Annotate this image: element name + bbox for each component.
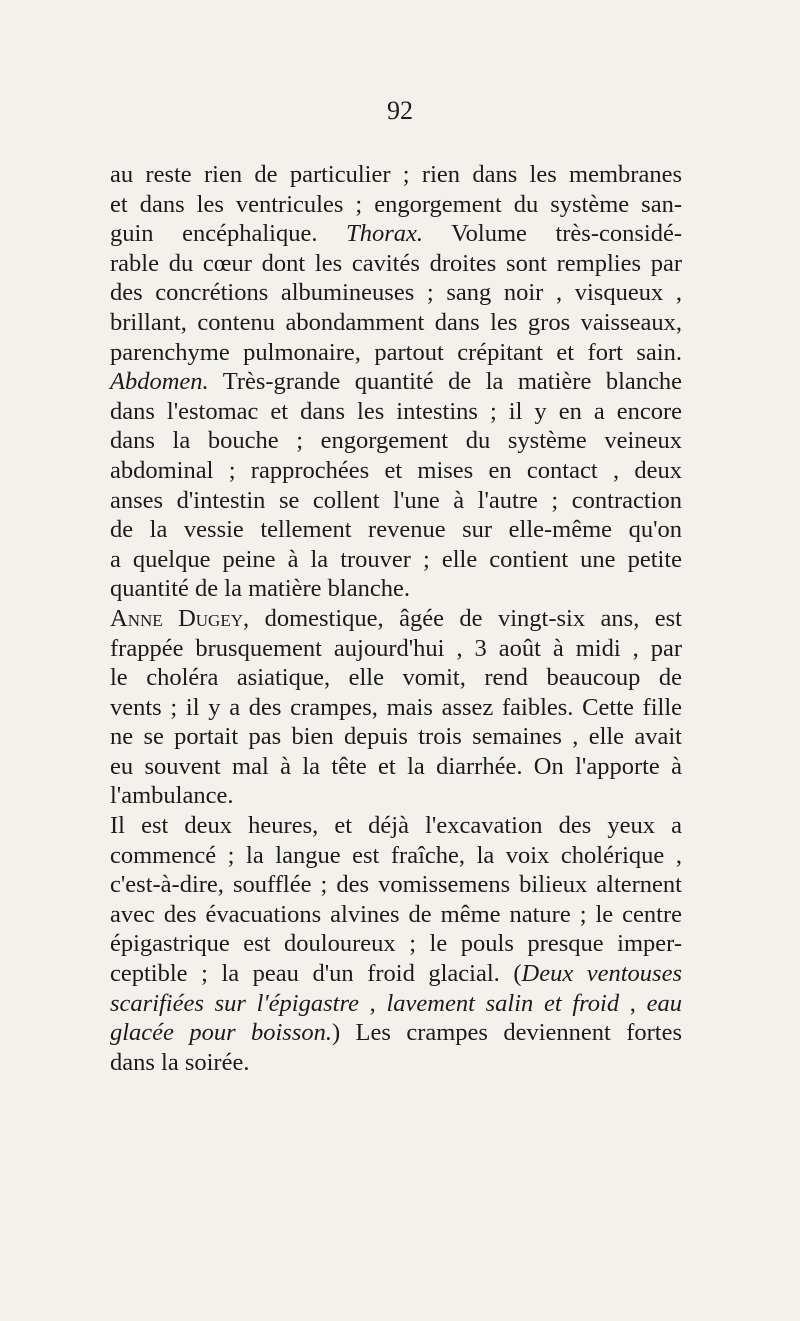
text-run: au reste rien de particulier ; rien dans les membranes: [110, 161, 682, 188]
text-line: [110, 989, 682, 1019]
text-line: [110, 722, 682, 752]
text-run: le choléra asiatique, elle vomit, rend beaucoup de: [110, 664, 682, 692]
text-line: [110, 1048, 682, 1078]
text-run: rable du cœur dont les cavités droites sont remplies par: [110, 249, 682, 277]
text-run: commencé ; la langue est fraîche, la voix cholérique ,: [110, 841, 682, 869]
italic-text: Abdomen.: [110, 368, 209, 396]
text-line: [110, 249, 682, 279]
text-line: [110, 781, 682, 811]
text-run: ,: [358, 989, 387, 1017]
text-run: des concrétions albumineuses ; sang noir , visqueux ,: [110, 279, 682, 307]
italic-text: glacée pour boisson.: [110, 1019, 332, 1047]
text-run: ) Les crampes deviennent fortes: [332, 1019, 682, 1047]
text-line: [110, 841, 682, 871]
text-line: [110, 278, 682, 308]
text-line: [110, 574, 682, 604]
paragraph: [110, 604, 682, 811]
small-caps-name: Anne Dugey: [110, 604, 243, 632]
text-line: [110, 456, 682, 486]
text-run: frappée brusquement aujourd'hui , 3 août à midi , par: [110, 634, 682, 662]
text-run: c'est-à-dire, soufflée ; des vomissemens bilieux alternent: [110, 871, 682, 899]
text-line: [110, 752, 682, 782]
text-run: l'ambulance.: [110, 782, 234, 810]
page-number: 92: [387, 96, 413, 125]
italic-text: Thorax.: [346, 220, 423, 248]
text-run: ,: [619, 989, 647, 1017]
text-line: [110, 160, 682, 190]
text-run: , domestique, âgée de vingt-six ans, est: [243, 604, 682, 632]
text-line: [110, 1018, 682, 1048]
italic-text: Deux ventouses: [521, 960, 682, 988]
text-run: brillant, contenu abondamment dans les gros vaisseaux,: [110, 308, 682, 336]
text-run: dans la bouche ; engorgement du système veineux: [110, 427, 682, 455]
text-run: avec des évacuations alvines de même nature ; le centre: [110, 900, 682, 928]
text-line: [110, 515, 682, 545]
italic-text: lavement salin et froid: [386, 989, 620, 1017]
text-line: [110, 545, 682, 575]
text-run: vents ; il y a des crampes, mais assez faibles. Cette fille: [110, 693, 682, 721]
text-run: anses d'intestin se collent l'une à l'autre ; contraction: [110, 486, 682, 514]
text-line: [110, 426, 682, 456]
text-run: parenchyme pulmonaire, partout crépitant et fort sain.: [110, 338, 682, 366]
italic-text: scarifiées sur l'épigastre: [110, 989, 359, 1017]
text-line: [110, 397, 682, 427]
paragraph: [110, 160, 682, 604]
text-run: eu souvent mal à la tête et la diarrhée. On l'apporte à: [110, 752, 682, 780]
text-run: dans l'estomac et dans les intestins ; il y en a encore: [110, 397, 682, 425]
text-line: [110, 486, 682, 516]
text-line: [110, 190, 682, 220]
text-line: [110, 811, 682, 841]
text-line: [110, 959, 682, 989]
text-run: ne se portait pas bien depuis trois semaines , elle avait: [110, 723, 682, 751]
text-run: Très-grande quantité de la matière blanche: [208, 368, 682, 396]
text-line: [110, 693, 682, 723]
text-line: [110, 663, 682, 693]
text-line: [110, 929, 682, 959]
text-line: [110, 338, 682, 368]
text-line: [110, 870, 682, 900]
italic-text: eau: [646, 989, 682, 1017]
text-line: [110, 308, 682, 338]
text-run: guin encéphalique.: [110, 220, 347, 248]
text-run: Il est deux heures, et déjà l'excavation des yeux a: [110, 812, 682, 840]
text-run: a quelque peine à la trouver ; elle contient une petite: [110, 545, 682, 573]
text-run: et dans les ventricules ; engorgement du système san-: [110, 190, 682, 218]
text-run: ceptible ; la peau d'un froid glacial. (: [110, 960, 522, 988]
body-text: [110, 160, 682, 1077]
text-line: [110, 604, 682, 634]
text-line: [110, 900, 682, 930]
text-run: épigastrique est douloureux ; le pouls presque imper-: [110, 930, 682, 958]
text-run: dans la soirée.: [110, 1048, 250, 1076]
text-line: [110, 367, 682, 397]
paragraph: [110, 811, 682, 1077]
text-run: de la vessie tellement revenue sur elle-même qu'on: [110, 516, 682, 544]
text-run: Volume très-considé-: [422, 220, 682, 248]
text-line: [110, 219, 682, 249]
text-run: abdominal ; rapprochées et mises en contact , deux: [110, 456, 682, 484]
text-run: quantité de la matière blanche.: [110, 575, 410, 603]
text-line: [110, 634, 682, 664]
